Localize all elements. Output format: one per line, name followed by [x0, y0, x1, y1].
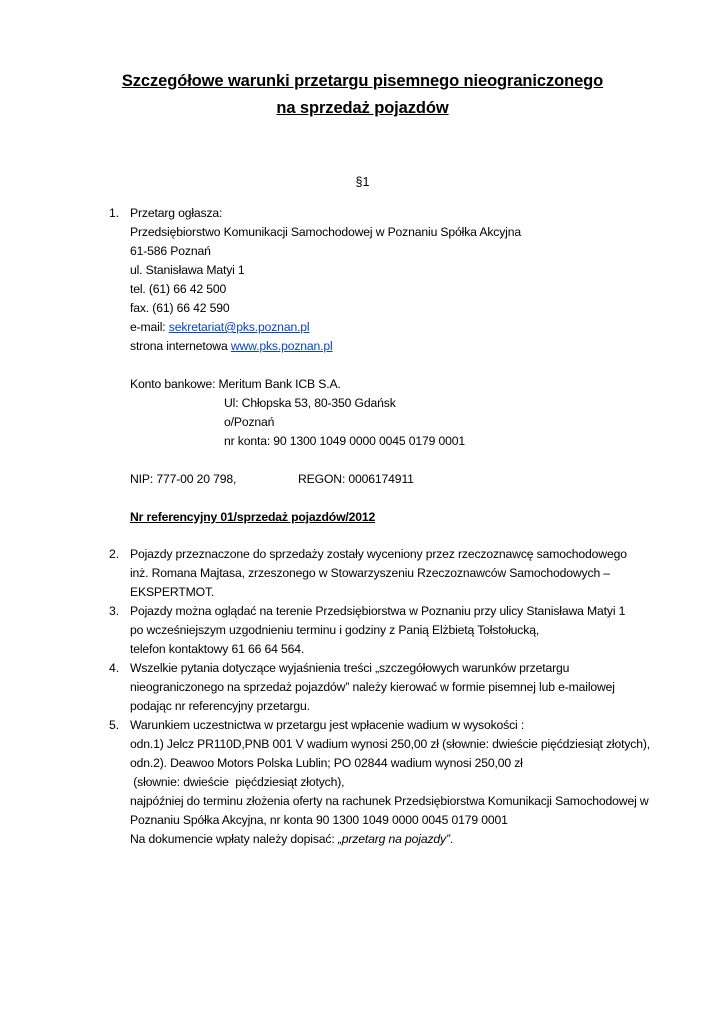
page-title-line-1: Szczegółowe warunki przetargu pisemnego nieograniczonego — [121, 72, 604, 90]
street-address: ul. Stanisława Matyi 1 — [130, 263, 245, 277]
item5-line: odn.1) Jelcz PR110D,PNB 001 V wadium wynosi 250,00 zł (słownie: dwieście pięćdziesiąt złotych), — [130, 737, 650, 751]
page-title-line-2: na sprzedaż pojazdów — [276, 99, 449, 117]
phone: tel. (61) 66 42 500 — [130, 282, 227, 296]
item-number: 1. — [109, 206, 120, 220]
email-label: e-mail: — [130, 320, 169, 334]
fax: fax. (61) 66 42 590 — [130, 301, 230, 315]
item-number: 2. — [109, 547, 120, 561]
bank-branch: o/Poznań — [224, 415, 275, 429]
email-line — [130, 319, 310, 335]
item4-line: nieograniczonego na sprzedaż pojazdów” należy kierować w formie pisemnej lub e-mailowej — [130, 680, 615, 694]
website-label: strona internetowa — [130, 339, 231, 353]
postal-code: 61-586 Poznań — [130, 244, 211, 258]
item-number: 3. — [109, 604, 120, 618]
item3-line: po wcześniejszym uzgodnieniu terminu i godziny z Panią Elżbietą Tołstołucką, — [130, 623, 540, 637]
item5-line: (słownie: dwieście pięćdziesiąt złotych), — [130, 775, 345, 789]
item4-line: podając nr referencyjny przetargu. — [130, 699, 310, 713]
item-number: 5. — [109, 718, 120, 732]
reference-number: Nr referencyjny 01/sprzedaż pojazdów/2012 — [130, 510, 376, 524]
section-heading: §1 — [355, 175, 370, 189]
item3-line: Pojazdy można oglądać na terenie Przedsiębiorstwa w Poznaniu przy ulicy Stanisława Matyi 1 — [130, 604, 626, 618]
item5-line: Poznaniu Spółka Akcyjna, nr konta 90 1300 1049 0000 0045 0179 0001 — [130, 813, 508, 827]
email-link[interactable]: sekretariat@pks.poznan.pl — [168, 320, 310, 334]
website-link[interactable]: www.pks.poznan.pl — [230, 339, 333, 353]
payment-note-suffix: . — [449, 832, 454, 846]
item2-line: Pojazdy przeznaczone do sprzedaży zostały wyceniony przez rzeczoznawcę samochodowego — [130, 547, 627, 561]
item5-line: najpóźniej do terminu złożenia oferty na rachunek Przedsiębiorstwa Komunikacji Samochodowej w — [130, 794, 649, 808]
item2-line: EKSPERTMOT. — [130, 585, 215, 599]
website-line — [130, 338, 333, 354]
item3-line: telefon kontaktowy 61 66 64 564. — [130, 642, 305, 656]
bank-account-label: Konto bankowe: Meritum Bank ICB S.A. — [130, 377, 341, 391]
regon: REGON: 0006174911 — [298, 472, 414, 486]
bank-account-number: nr konta: 90 1300 1049 0000 0045 0179 0001 — [224, 434, 466, 448]
organizer-name: Przedsiębiorstwo Komunikacji Samochodowej w Poznaniu Spółka Akcyjna — [130, 225, 521, 239]
nip: NIP: 777-00 20 798, — [130, 472, 237, 486]
item5-line: Warunkiem uczestnictwa w przetargu jest wpłacenie wadium w wysokości : — [130, 718, 525, 732]
item2-line: inż. Romana Majtasa, zrzeszonego w Stowarzyszeniu Rzeczoznawców Samochodowych – — [130, 566, 610, 580]
item-number: 4. — [109, 661, 120, 675]
payment-note-title: „przetarg na pojazdy” — [337, 832, 450, 846]
item5-line: odn.2). Deawoo Motors Polska Lublin; PO 02844 wadium wynosi 250,00 zł — [130, 756, 523, 770]
item4-line: Wszelkie pytania dotyczące wyjaśnienia treści „szczegółowych warunków przetargu — [130, 661, 570, 675]
bank-address: Ul: Chłopska 53, 80-350 Gdańsk — [224, 396, 396, 410]
organizer-label: Przetarg ogłasza: — [130, 206, 223, 220]
payment-note — [130, 831, 453, 847]
payment-note-prefix: Na dokumencie wpłaty należy dopisać: — [130, 832, 338, 846]
